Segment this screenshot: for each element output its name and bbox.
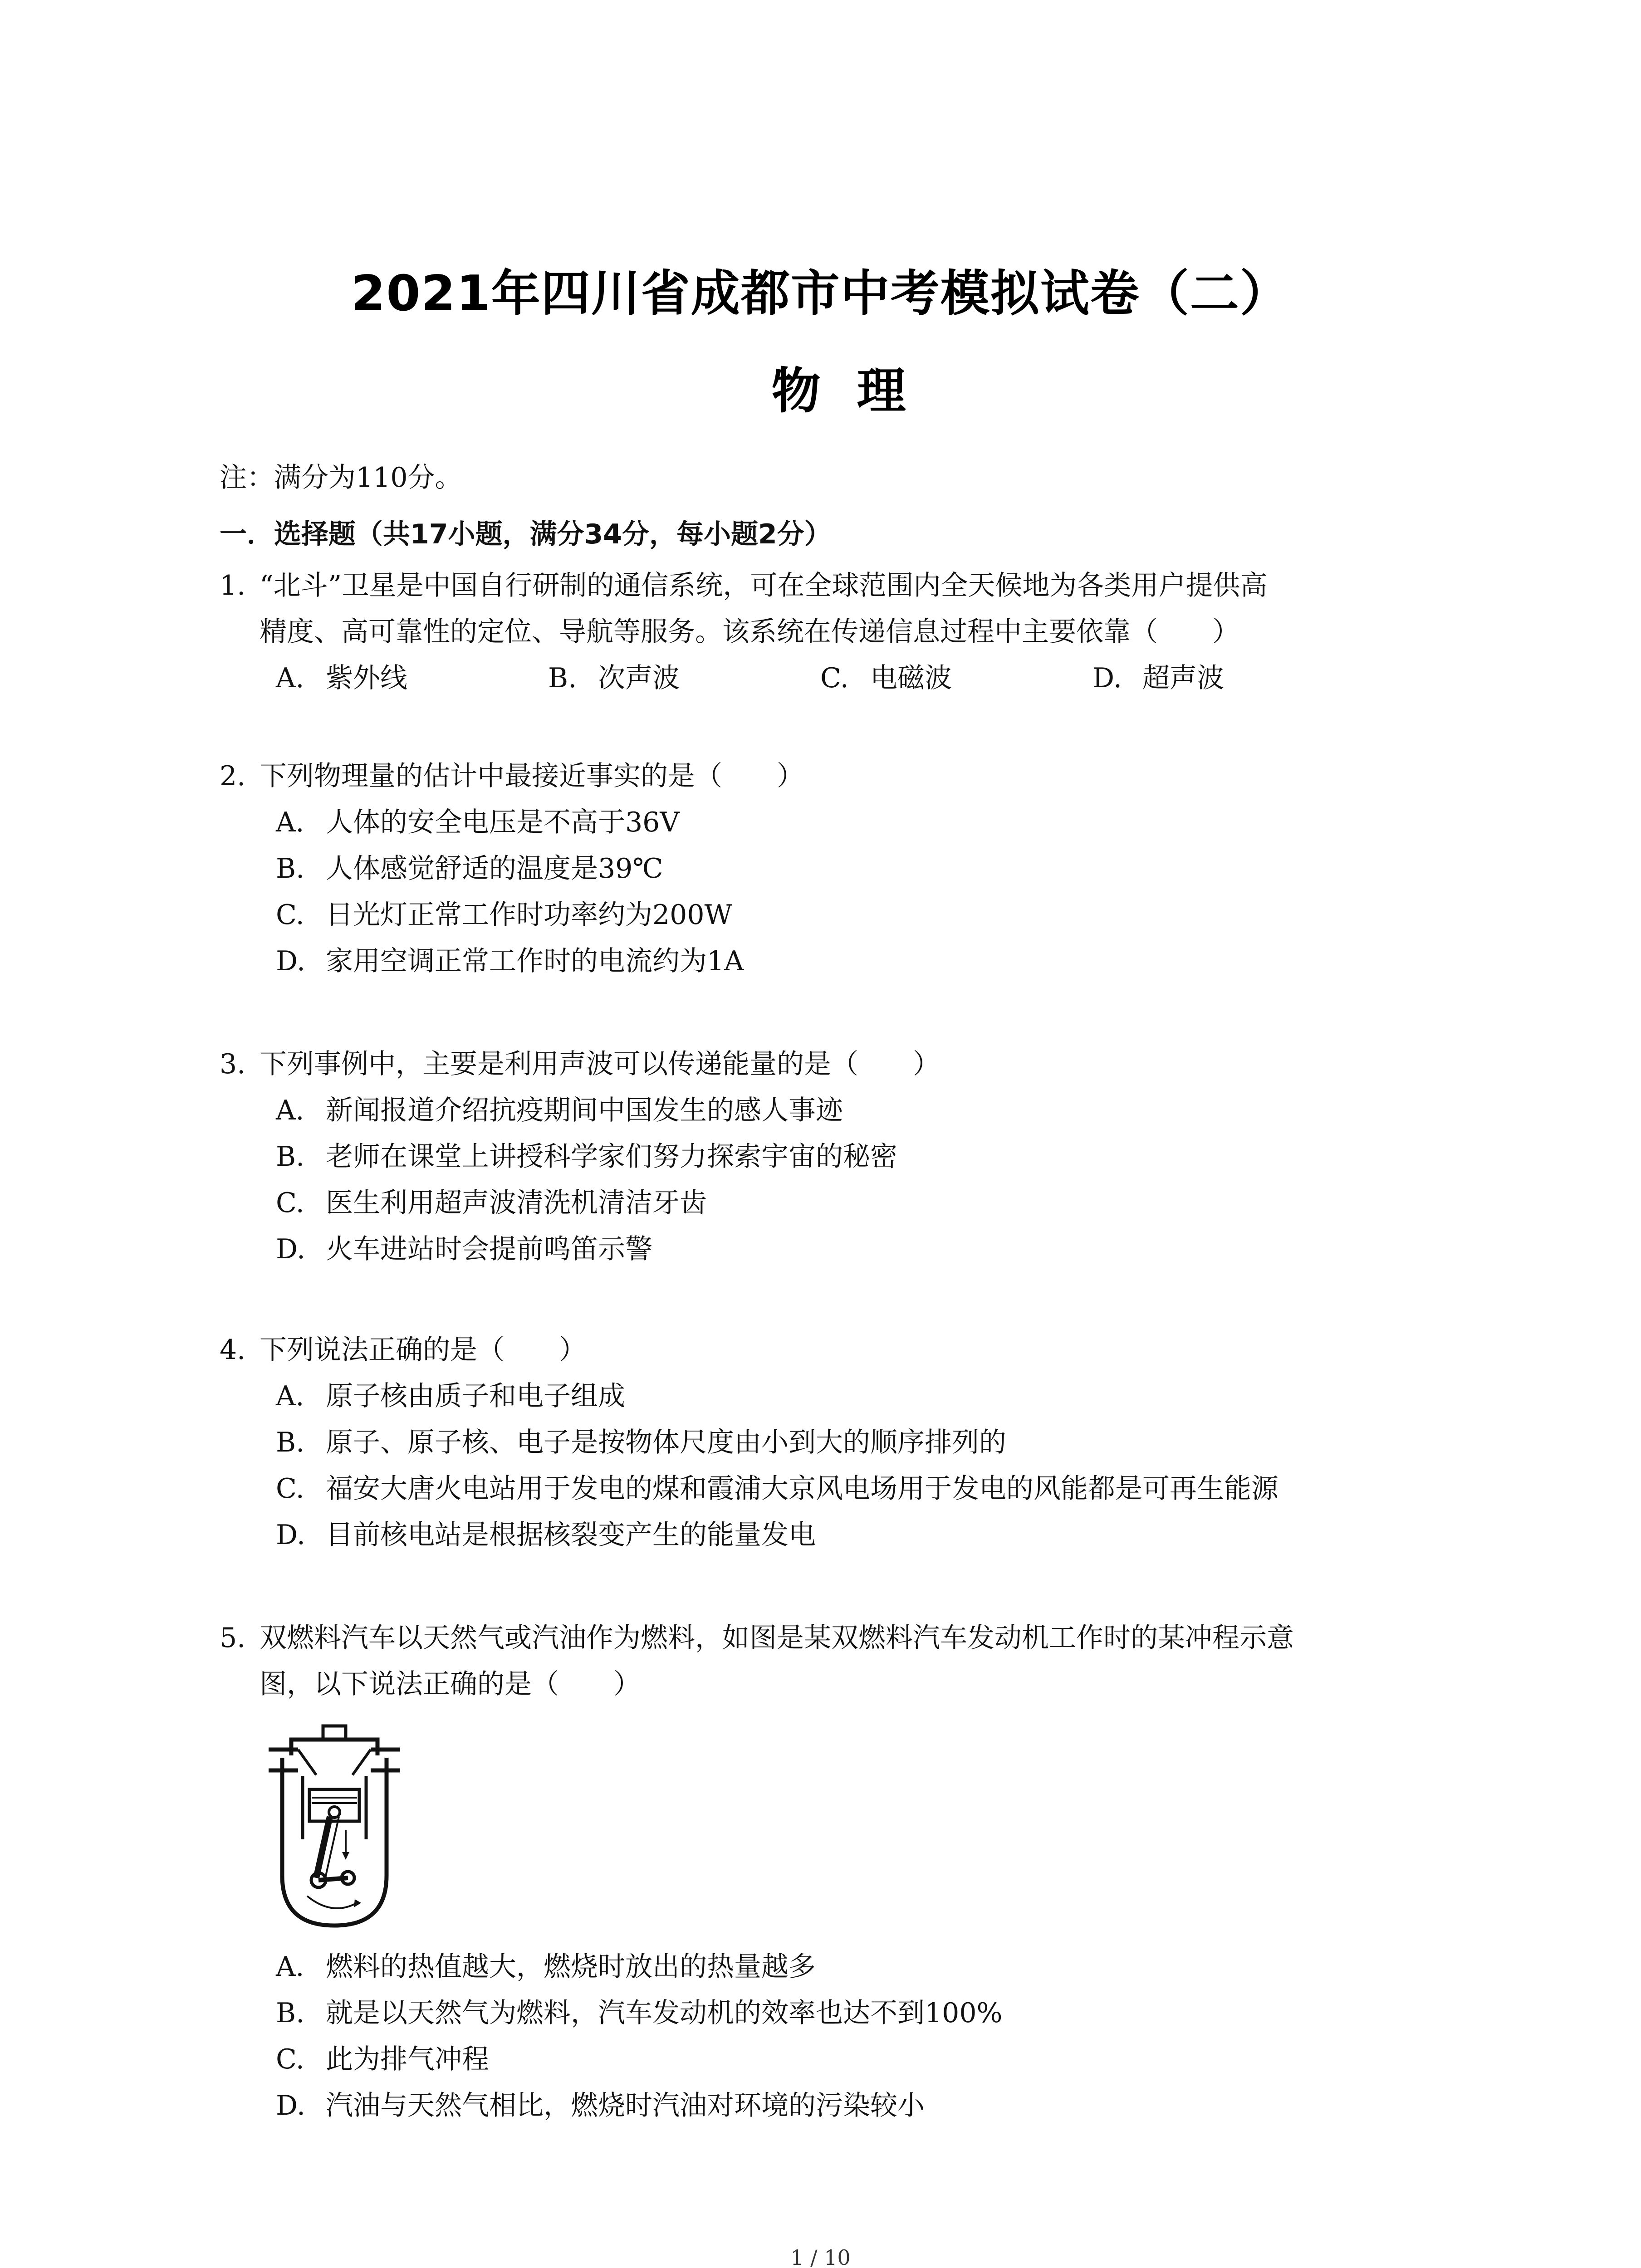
option-text: 新闻报道介绍抗疫期间中国发生的感人事迹 bbox=[326, 1095, 843, 1126]
option-label: C. bbox=[276, 2043, 304, 2075]
crankcase-outline bbox=[282, 1758, 387, 1926]
option-label: A. bbox=[276, 662, 304, 694]
option-text: 就是以天然气为燃料，汽车发动机的效率也达不到100% bbox=[326, 1997, 1003, 2029]
option-text: 原子、原子核、电子是按物体尺度由小到大的顺序排列的 bbox=[326, 1427, 1006, 1458]
stem-line: “北斗”卫星是中国自行研制的通信系统，可在全球范围内全天候地为各类用户提供高 bbox=[260, 570, 1268, 601]
option-b bbox=[220, 1134, 1445, 1180]
option-label: A. bbox=[276, 1095, 304, 1126]
rotation-arrow bbox=[307, 1896, 357, 1908]
option-d bbox=[1092, 655, 1365, 701]
option-label: C. bbox=[276, 899, 304, 931]
option-text: 家用空调正常工作时的电流约为1A bbox=[326, 945, 744, 977]
question-stem bbox=[220, 562, 1445, 609]
option-label: B. bbox=[276, 853, 305, 885]
option-b bbox=[220, 1990, 1445, 2036]
section-heading: 一．选择题（共17小题，满分34分，每小题2分） bbox=[220, 518, 832, 550]
option-text: 人体的安全电压是不高于36V bbox=[326, 807, 680, 838]
option-d bbox=[220, 2082, 1445, 2129]
exhaust-valve bbox=[353, 1750, 371, 1775]
question-stem bbox=[220, 753, 1445, 799]
option-label: A. bbox=[276, 807, 304, 838]
option-label: C. bbox=[820, 662, 849, 694]
option-d bbox=[220, 938, 1445, 984]
option-label: D. bbox=[1092, 662, 1122, 694]
question-number: 4. bbox=[220, 1334, 246, 1366]
option-label: A. bbox=[276, 1951, 304, 1983]
question-number: 5. bbox=[220, 1622, 246, 1654]
option-text: 原子核由质子和电子组成 bbox=[326, 1380, 625, 1412]
stem-line: 精度、高可靠性的定位、导航等服务。该系统在传递信息过程中主要依靠（ ） bbox=[260, 616, 1239, 648]
score-note: 注：满分为110分。 bbox=[220, 462, 462, 494]
page-number: 1 / 10 bbox=[790, 2245, 851, 2268]
question-3 bbox=[220, 1041, 1445, 1272]
option-d bbox=[220, 1512, 1490, 1558]
option-label: B. bbox=[276, 1427, 305, 1458]
option-text: 日光灯正常工作时功率约为200W bbox=[326, 899, 733, 931]
option-b bbox=[220, 1419, 1490, 1466]
option-label: D. bbox=[276, 1519, 306, 1551]
option-text: 老师在课堂上讲授科学家们努力探索宇宙的秘密 bbox=[326, 1141, 897, 1173]
option-text: 电磁波 bbox=[870, 662, 952, 694]
intake-valve bbox=[298, 1750, 316, 1775]
stem-line: 图，以下说法正确的是（ ） bbox=[260, 1668, 641, 1700]
option-text: 汽油与天然气相比，燃烧时汽油对环境的污染较小 bbox=[326, 2090, 925, 2121]
option-a bbox=[220, 799, 1445, 846]
option-label: B. bbox=[276, 1141, 305, 1173]
subject-title: 物理 bbox=[771, 363, 942, 420]
option-b bbox=[220, 846, 1445, 892]
question-number: 3. bbox=[220, 1048, 246, 1080]
question-5 bbox=[220, 1615, 1445, 1707]
exam-title: 2021年四川省成都市中考模拟试卷（二） bbox=[351, 265, 1290, 322]
question-4 bbox=[220, 1327, 1490, 1558]
stem-line: 下列物理量的估计中最接近事实的是（ ） bbox=[260, 760, 804, 792]
question-number: 1. bbox=[220, 570, 246, 601]
option-label: D. bbox=[276, 945, 306, 977]
option-d bbox=[220, 1226, 1445, 1272]
option-c bbox=[220, 1466, 1490, 1512]
option-label: C. bbox=[276, 1187, 304, 1219]
option-text: 目前核电站是根据核裂变产生的能量发电 bbox=[326, 1519, 816, 1551]
question-2 bbox=[220, 753, 1445, 984]
option-c bbox=[820, 655, 1092, 701]
option-text: 福安大唐火电站用于发电的煤和霞浦大京风电场用于发电的风能都是可再生能源 bbox=[326, 1473, 1279, 1505]
stem-line: 双燃料汽车以天然气或汽油作为燃料，如图是某双燃料汽车发动机工作时的某冲程示意 bbox=[260, 1622, 1294, 1654]
option-a bbox=[276, 655, 548, 701]
stem-line: 下列说法正确的是（ ） bbox=[260, 1334, 586, 1366]
option-label: C. bbox=[276, 1473, 304, 1505]
option-text: 此为排气冲程 bbox=[326, 2043, 489, 2075]
option-text: 超声波 bbox=[1142, 662, 1224, 694]
cylinder-head bbox=[291, 1740, 377, 1755]
question-5-options bbox=[220, 1944, 1445, 2129]
question-stem bbox=[220, 1615, 1445, 1661]
question-1 bbox=[220, 562, 1445, 701]
option-text: 人体感觉舒适的温度是39℃ bbox=[326, 853, 663, 885]
option-label: D. bbox=[276, 1233, 306, 1265]
question-stem bbox=[220, 1041, 1445, 1087]
option-text: 火车进站时会提前鸣笛示警 bbox=[326, 1233, 652, 1265]
option-text: 次声波 bbox=[598, 662, 680, 694]
option-b bbox=[548, 655, 820, 701]
stem-line: 下列事例中，主要是利用声波可以传递能量的是（ ） bbox=[260, 1048, 940, 1080]
option-text: 紫外线 bbox=[326, 662, 407, 694]
option-a bbox=[220, 1373, 1490, 1419]
question-number: 2. bbox=[220, 760, 246, 792]
option-label: D. bbox=[276, 2090, 306, 2121]
option-row bbox=[220, 655, 1445, 701]
option-c bbox=[220, 1180, 1445, 1226]
option-label: B. bbox=[276, 1997, 305, 2029]
option-a bbox=[220, 1087, 1445, 1134]
question-stem bbox=[220, 1327, 1490, 1373]
option-c bbox=[220, 2036, 1445, 2082]
option-c bbox=[220, 892, 1445, 938]
option-label: B. bbox=[548, 662, 577, 694]
option-text: 燃料的热值越大，燃烧时放出的热量越多 bbox=[326, 1951, 816, 1983]
option-a bbox=[220, 1944, 1445, 1990]
option-text: 医生利用超声波清洗机清洁牙齿 bbox=[326, 1187, 707, 1219]
option-label: A. bbox=[276, 1380, 304, 1412]
engine-stroke-diagram bbox=[264, 1721, 405, 1935]
